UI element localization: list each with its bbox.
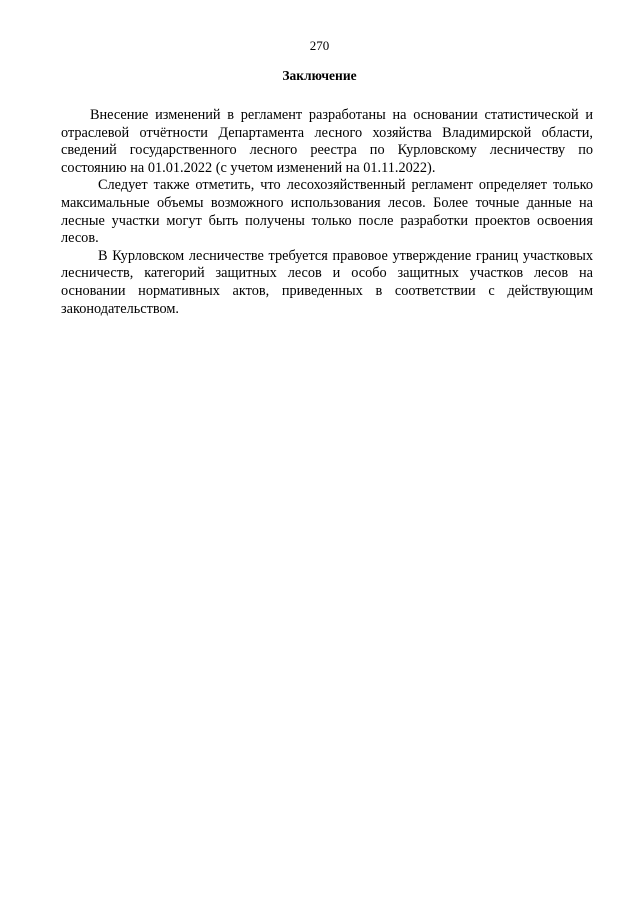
paragraph-1: Внесение изменений в регламент разработаны на основании статистической и отраслевой отчётности Департамента лесного хозяйства Владимирской области, сведений государственного лесного реестра по Курловскому лесничеству по состоянию на 01.01.2022 (с учетом изменений на 01.11.2022). [61, 107, 593, 176]
paragraph-3: В Курловском лесничестве требуется правовое утверждение границ участковых лесничеств, категорий защитных лесов и особо защитных участков лесов на основании нормативных актов, приведенных в соответствии с действующим законодательством. [61, 247, 593, 317]
paragraph-2: Следует также отметить, что лесохозяйственный регламент определяет только максимальные объемы возможного использования лесов. Более точные данные на лесные участки могут быть получены только после разработки проектов освоения лесов. [61, 177, 593, 247]
page-number: 270 [309, 38, 330, 53]
section-title: Заключение [282, 68, 357, 83]
body-text [61, 107, 593, 318]
